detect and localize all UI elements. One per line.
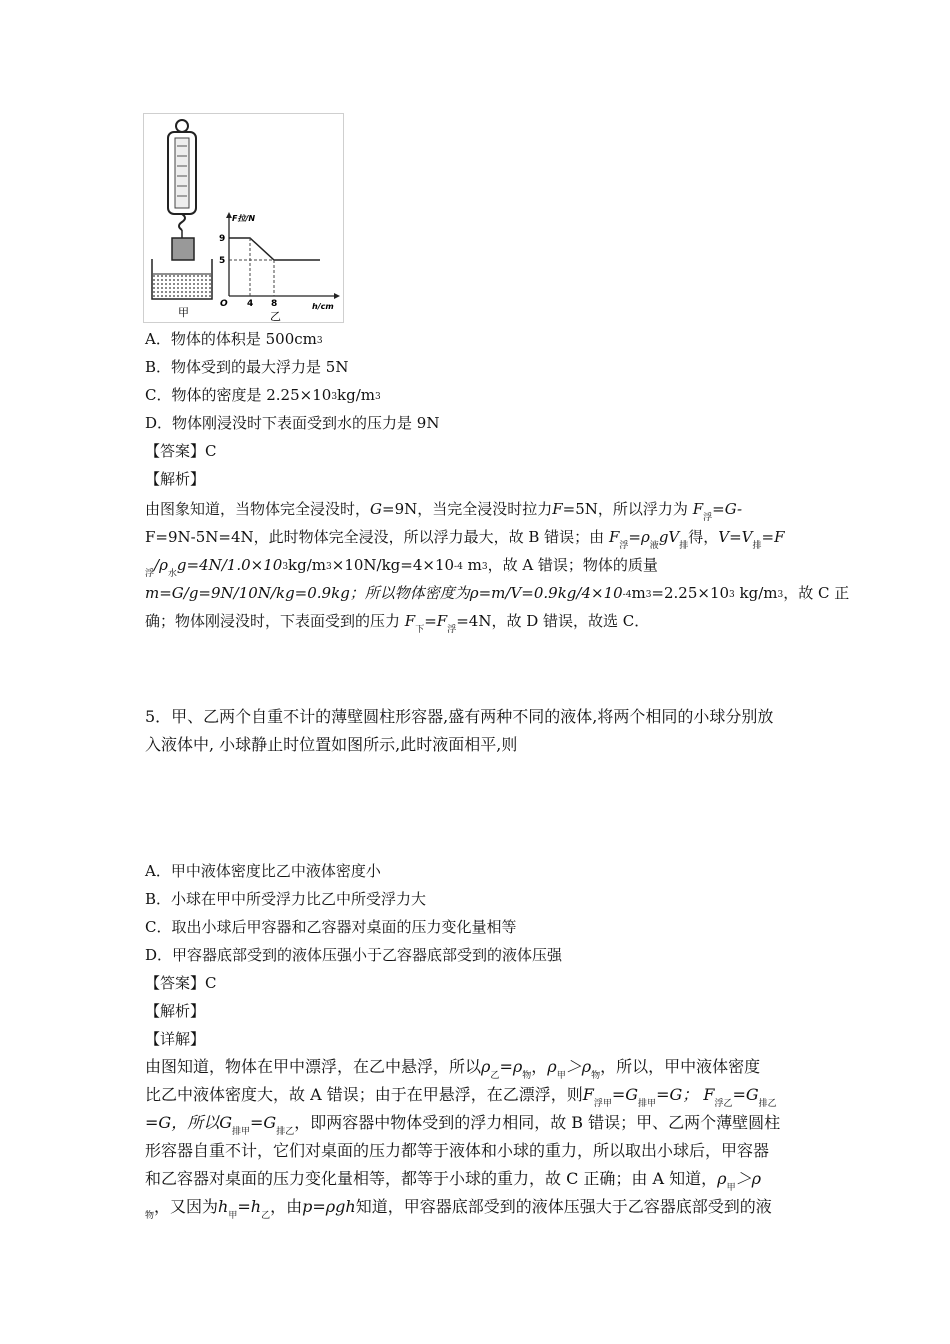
q5-l5c: 甲 — [726, 1183, 736, 1193]
q4-sym-f2: F — [692, 500, 704, 518]
q4-e4: =G- — [712, 500, 743, 518]
q4-sym-f: F — [552, 500, 563, 518]
q4-sub-pai2: 排 — [752, 541, 762, 551]
q5-l2e: 排甲 — [638, 1099, 657, 1109]
q4-e20: m — [631, 584, 646, 602]
label-jia: 甲 — [178, 306, 189, 319]
q4-sub-xia: 下 — [415, 625, 425, 635]
q4-explanation-line-5 — [145, 611, 649, 634]
q5-l3e: 排乙 — [276, 1127, 295, 1137]
scale-hook — [179, 214, 185, 230]
q5-option-c: C．取出小球后甲容器和乙容器对桌面的压力变化量相等 — [145, 918, 517, 936]
q4-sub-ye: 液 — [649, 541, 659, 551]
q4-sup3-c: 3 — [481, 562, 488, 572]
q5-detail-line-4: 形容器自重不计，它们对桌面的压力都等于液体和小球的重力，所以取出小球后，甲容器 — [145, 1141, 770, 1160]
q5-l2g: F — [703, 1085, 715, 1104]
q4-e22: kg/m — [734, 584, 778, 602]
q4-e10: =F — [761, 528, 785, 546]
q5-l5d: ＞ρ — [735, 1169, 761, 1188]
q5-l6b: ，又因为 — [154, 1197, 219, 1216]
q4-sub-fu2: 浮 — [619, 541, 629, 551]
q5-l6e: =h — [237, 1197, 262, 1216]
q5-l1h: 甲 — [556, 1071, 566, 1081]
q5-l2d: =G — [611, 1085, 639, 1104]
q5-analysis-heading: 【解析】 — [145, 1002, 206, 1020]
origin-label: O — [220, 299, 228, 309]
q4-sub-fu4: 浮 — [447, 625, 457, 635]
q4-e25: =F — [424, 612, 448, 630]
spring-scale-figure — [143, 113, 344, 323]
q4-e13: kg/m — [288, 556, 327, 574]
q4-e15: -4 — [454, 562, 463, 572]
q5-l1j: 物 — [591, 1071, 601, 1081]
q5-l3c: 排甲 — [231, 1127, 250, 1137]
q5-stem-line-1: 5．甲、乙两个自重不计的薄壁圆柱形容器,盛有两种不同的液体,将两个相同的小球分别放 — [145, 707, 774, 726]
q4-sup3-e: 3 — [729, 590, 735, 600]
q4-analysis-heading: 【解析】 — [145, 470, 206, 488]
q4-e15b: -4 — [622, 590, 632, 600]
q5-l2b: F — [582, 1085, 594, 1104]
q4-e7: gV — [658, 528, 680, 546]
q5-l2a: 比乙中液体密度大，故 A 错误；由于在甲悬浮，在乙漂浮，则 — [145, 1085, 583, 1104]
q4-e16: m — [462, 556, 482, 574]
q4-option-a-sup: 3 — [316, 336, 323, 346]
q5-l5: 和乙容器对桌面的压力变化量相等，都等于小球的重力，故 C 正确；由 A 知道， — [145, 1169, 718, 1188]
x-tick-4: 4 — [247, 299, 254, 309]
q5-l1b: ρ — [481, 1057, 491, 1076]
q4-e3: =5N，所以浮力为 — [562, 500, 688, 518]
q4-e14: ×10N/kg=4×10 — [331, 556, 455, 574]
q5-l3d: =G — [250, 1113, 277, 1132]
q4-e18: m=G/g=9N/10N/kg=0.9kg；所以物体密度为 — [145, 584, 470, 602]
scale-tube — [175, 138, 189, 208]
q5-l6d: 甲 — [228, 1211, 238, 1221]
q4-sym-g: G — [370, 500, 382, 518]
q4-sub-shui: 水 — [167, 569, 177, 579]
water — [153, 274, 211, 298]
q5-option-b: B．小球在甲中所受浮力比乙中所受浮力大 — [145, 890, 427, 908]
q4-e11: /ρ — [154, 556, 168, 574]
q5-l5b: ρ — [717, 1169, 727, 1188]
q5-l3b: G — [219, 1113, 232, 1132]
q5-l1d: =ρ — [499, 1057, 523, 1076]
figure-svg — [144, 114, 343, 322]
q4-sym-f4: F — [404, 612, 416, 630]
q5-l2j: 排乙 — [758, 1099, 777, 1109]
q4-e9: V=V — [718, 528, 753, 546]
y-tick-5: 5 — [219, 256, 226, 266]
q5-l2h: 浮乙 — [714, 1099, 733, 1109]
q5-detail-heading: 【详解】 — [145, 1030, 206, 1048]
q4-sup3-f: 3 — [777, 590, 784, 600]
q4-sup3-d: 3 — [645, 590, 652, 600]
q5-detail-line-6 — [145, 1197, 772, 1220]
q4-e21: =2.25×10 — [651, 584, 730, 602]
y-tick-9: 9 — [219, 234, 226, 244]
q5-l6a: 物 — [145, 1211, 155, 1221]
q4-option-c-sup: 3 — [331, 392, 338, 402]
q5-l3a: =G，所以 — [145, 1113, 220, 1132]
q5-l1f: ， — [531, 1057, 548, 1076]
force-line — [229, 238, 320, 260]
q4-explanation-line-1 — [145, 499, 742, 522]
q4-sub-fu3: 浮 — [145, 569, 155, 579]
y-axis-label: F拉/N — [232, 214, 256, 223]
q4-e12: g=4N/1.0×10 — [176, 556, 283, 574]
q4-option-c — [145, 385, 381, 408]
q4-explanation-line-4 — [145, 583, 849, 606]
q5-l6i: 知道，甲容器底部受到的液体压强大于乙容器底部受到的液 — [355, 1197, 772, 1216]
q5-l1e: 物 — [522, 1071, 532, 1081]
q4-sub-fu: 浮 — [703, 513, 713, 523]
q5-detail-line-1 — [145, 1057, 760, 1080]
q4-sym-f3: F — [608, 528, 620, 546]
q5-l1i: ＞ρ — [565, 1057, 592, 1076]
q4-e23: ，故 C 正 — [783, 584, 850, 602]
q4-option-c-tail: kg/m — [337, 386, 376, 404]
q4-e6: =ρ — [628, 528, 650, 546]
q4-answer: 【答案】C — [145, 442, 217, 460]
q4-e17: ，故 A 错误；物体的质量 — [487, 556, 658, 574]
q4-sub-pai: 排 — [679, 541, 689, 551]
scale-ring — [176, 120, 188, 132]
q4-sup3-b: 3 — [326, 562, 332, 572]
q5-l2c: 浮甲 — [593, 1099, 612, 1109]
q5-stem-line-2: 入液体中, 小球静止时位置如图所示,此时液面相平,则 — [145, 735, 518, 754]
q5-l1g: ρ — [547, 1057, 557, 1076]
force-depth-graph — [219, 212, 340, 322]
q4-explanation-line-2 — [145, 527, 785, 550]
q4-e1: 由图象知道，当物体完全浸没时， — [145, 500, 371, 518]
q4-e8: 得， — [688, 528, 719, 546]
q4-option-c-sup2: 3 — [375, 392, 381, 402]
x-tick-8: 8 — [271, 299, 278, 309]
q5-l2f: =G； — [656, 1085, 699, 1104]
q4-option-b: B．物体受到的最大浮力是 5N — [145, 358, 349, 376]
q4-e24: 确；物体刚浸没时，下表面受到的压力 — [145, 612, 401, 630]
q5-l6g: ，由 — [270, 1197, 303, 1216]
x-axis-label: h/cm — [312, 302, 334, 311]
q5-detail-line-3 — [145, 1113, 780, 1136]
q5-l6f: 乙 — [261, 1211, 271, 1221]
q5-option-d: D．甲容器底部受到的液体压强小于乙容器底部受到的液体压强 — [145, 946, 563, 964]
q5-detail-line-2 — [145, 1085, 777, 1108]
q4-e19: ρ=m/V=0.9kg/4×10 — [469, 584, 623, 602]
q5-option-a: A．甲中液体密度比乙中液体密度小 — [145, 862, 381, 880]
q4-e2: =9N，当完全浸没时拉力 — [382, 500, 553, 518]
q4-option-d: D．物体刚浸没时下表面受到水的压力是 9N — [145, 414, 440, 432]
q5-l1k: ，所以，甲中液体密度 — [600, 1057, 761, 1076]
q4-e26: =4N，故 D 错误，故选 C． — [456, 612, 650, 630]
q4-option-c-text: C．物体的密度是 2.25×10 — [145, 386, 332, 404]
q5-l6c: h — [218, 1197, 229, 1216]
q5-l3f: ，即两容器中物体受到的浮力相同，故 B 错误；甲、乙两个薄壁圆柱 — [294, 1113, 781, 1132]
q4-option-a-text: A．物体的体积是 500cm — [145, 330, 317, 348]
q4-explanation-line-3 — [145, 555, 658, 578]
q5-detail-line-5 — [145, 1169, 761, 1192]
q5-l1a: 由图知道，物体在甲中漂浮，在乙中悬浮，所以 — [145, 1057, 482, 1076]
q5-answer: 【答案】C — [145, 974, 217, 992]
q5-l2i: =G — [732, 1085, 759, 1104]
block — [172, 238, 194, 260]
q4-sup3-a: 3 — [282, 562, 289, 572]
q4-e5: F=9N-5N=4N，此时物体完全浸没，所以浮力最大，故 B 错误；由 — [145, 528, 605, 546]
q5-l6h: p=ρgh — [302, 1197, 356, 1216]
label-yi: 乙 — [270, 310, 281, 322]
q4-option-a — [145, 329, 323, 352]
q5-l1c: 乙 — [490, 1071, 500, 1081]
